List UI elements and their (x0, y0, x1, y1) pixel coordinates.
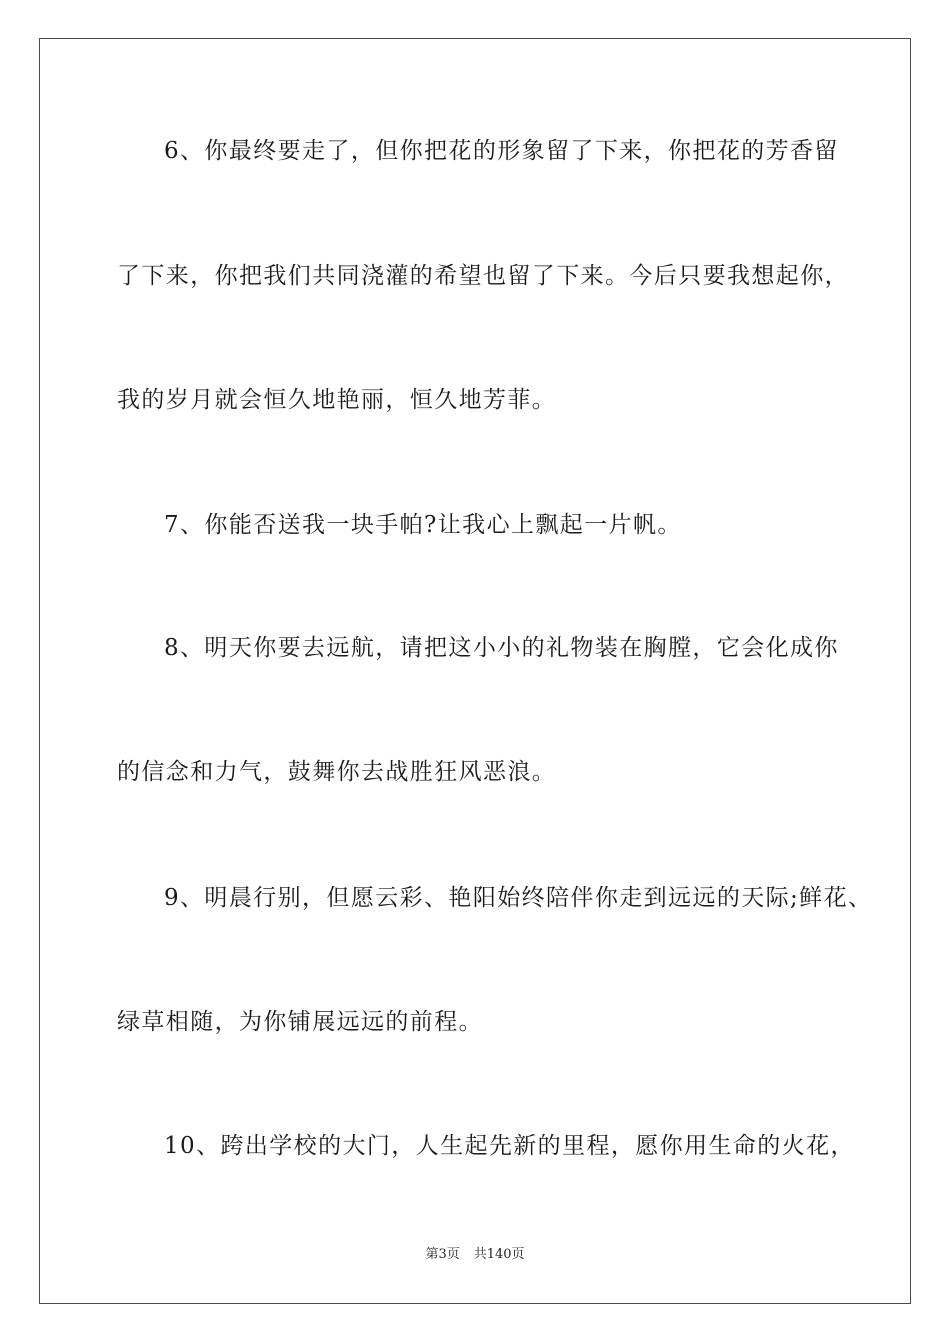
page-footer (0, 1246, 950, 1264)
page-total: 共140页 (473, 1247, 525, 1262)
paragraph-6-line-2: 了下来，你把我们共同浇灌的希望也留了下来。今后只要我想起你， (117, 263, 849, 289)
paragraph-8-line-1: 8、明天你要去远航，请把这小小的礼物装在胸膛，它会化成你 (164, 635, 839, 661)
paragraph-7-line-1: 7、你能否送我一块手帕?让我心上飘起一片帆。 (164, 512, 682, 538)
page-number: 第3页 (425, 1247, 460, 1262)
paragraph-9-line-1: 9、明晨行别，但愿云彩、艳阳始终陪伴你走到远远的天际;鲜花、 (164, 885, 873, 911)
paragraph-6-line-1: 6、你最终要走了，但你把花的形象留了下来，你把花的芳香留 (164, 138, 839, 164)
paragraph-8-line-2: 的信念和力气，鼓舞你去战胜狂风恶浪。 (117, 759, 557, 785)
page-border (39, 38, 911, 1304)
paragraph-9-line-2: 绿草相随，为你铺展远远的前程。 (117, 1009, 483, 1035)
paragraph-10-line-1: 10、跨出学校的大门，人生起先新的里程，愿你用生命的火花， (164, 1133, 855, 1159)
paragraph-6-line-3: 我的岁月就会恒久地艳丽，恒久地芳菲。 (117, 387, 557, 413)
